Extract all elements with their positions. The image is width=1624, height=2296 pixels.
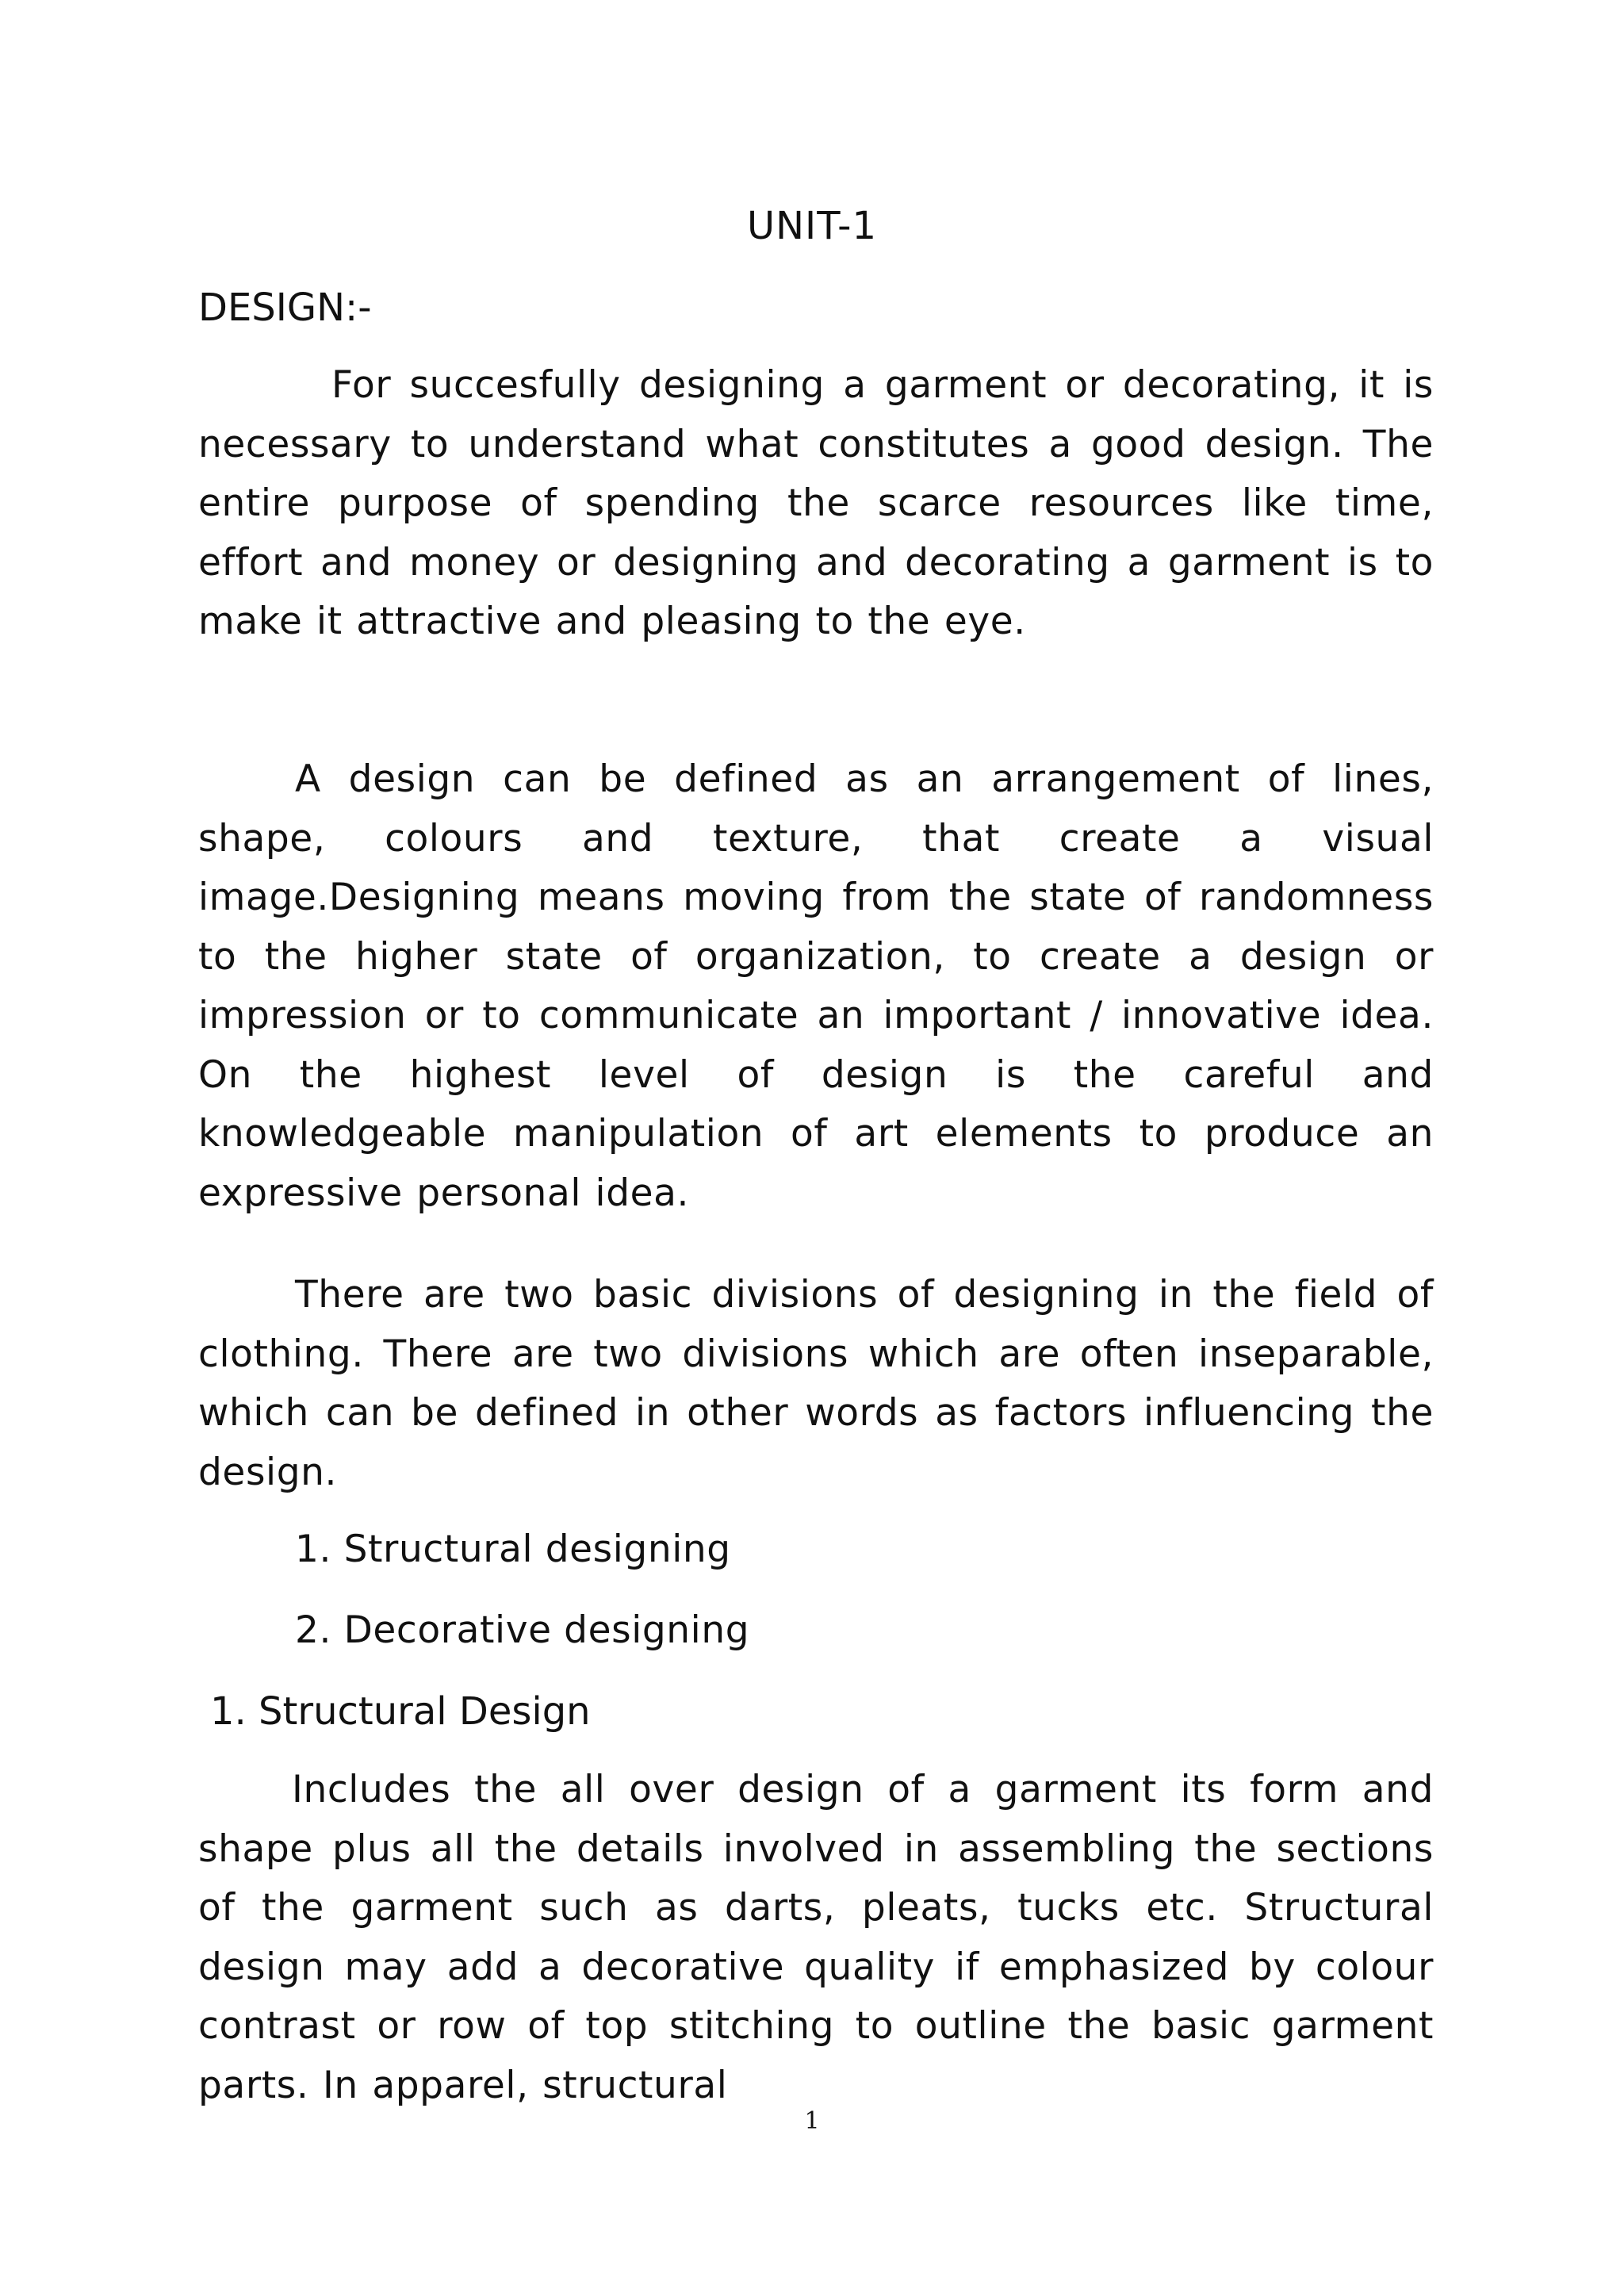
design-heading: DESIGN:-: [198, 286, 372, 330]
page-number: 1: [804, 2107, 820, 2135]
list-item-decorative-designing: 2. Decorative designing: [295, 1608, 750, 1652]
divisions-paragraph: There are two basic divisions of designing in the field of clothing. There are two divisions which are often inseparable, which can be defined in other words as factors influencing the design.: [198, 1273, 1434, 1494]
intro-paragraph: For succesfully designing a garment or decorating, it is necessary to understand what constitutes a good design. The entire purpose of spending the scarce resources like time, effort and money or designing and decorating a garment is to make it attractive and pleasing to the eye.: [198, 363, 1434, 643]
structural-design-paragraph: Includes the all over design of a garment its form and shape plus all the details involved in assembling the sections of the garment such as darts, pleats, tucks etc. Structural design may add a decorative quality if emphasized by colour contrast or row of top stitching to outline the basic garment parts. In apparel, structural: [198, 1768, 1434, 2107]
unit-title: UNIT-1: [747, 204, 877, 248]
definition-paragraph: A design can be defined as an arrangement of lines, shape, colours and texture, that create a visual image.Designing means moving from the state of randomness to the higher state of organization, to create a design or impression or to communicate an important / innovative idea. On the highest level of design is the careful and knowledgeable manipulation of art elements to produce an expressive personal idea.: [198, 757, 1434, 1215]
structural-design-heading: 1. Structural Design: [210, 1689, 591, 1734]
list-item-structural-designing: 1. Structural designing: [295, 1527, 731, 1571]
